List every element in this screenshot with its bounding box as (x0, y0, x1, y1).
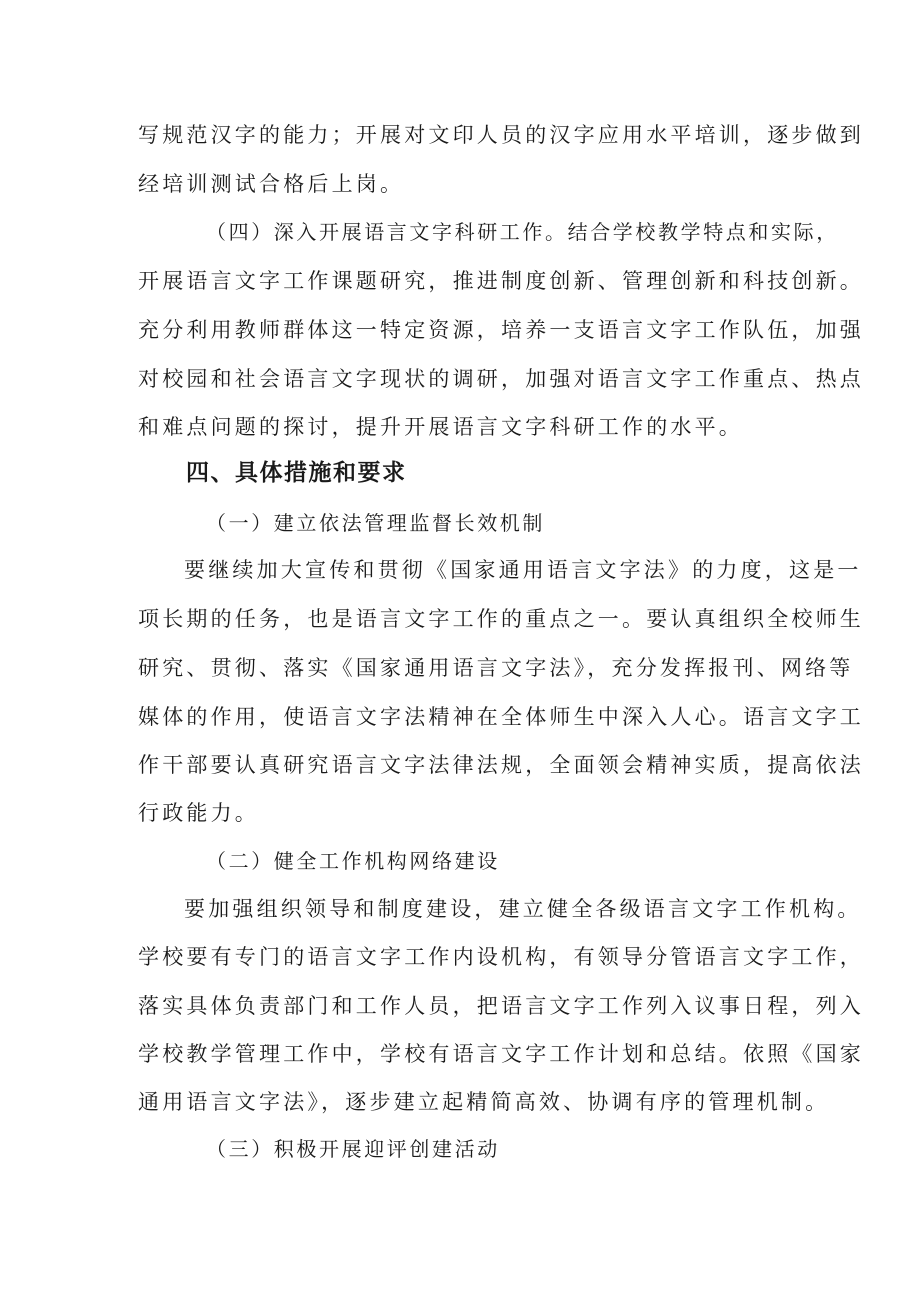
paragraph-line: 要继续加大宣传和贯彻《国家通用语言文字法》的力度，这是一 (184, 558, 862, 582)
paragraph-line: 学校要有专门的语言文字工作内设机构，有领导分管语言文字工作， (138, 945, 864, 969)
paragraph-line: 行政能力。 (138, 801, 259, 825)
paragraph-line: 和难点问题的探讨，提升开展语言文字科研工作的水平。 (138, 415, 743, 439)
section-heading: 四、具体措施和要求 (186, 460, 407, 486)
paragraph-line: 通用语言文字法》，逐步建立起精简高效、协调有序的管理机制。 (138, 1090, 830, 1114)
paragraph-line: 对校园和社会语言文字现状的调研，加强对语言文字工作重点、热点 (138, 367, 864, 391)
paragraph-line: 充分利用教师群体这一特定资源，培养一支语言文字工作队伍，加强 (138, 318, 864, 342)
paragraph-line: 研究、贯彻、落实《国家通用语言文字法》，充分发挥报刊、网络等 (138, 656, 854, 680)
subsection-heading-2: （二）健全工作机构网络建设 (206, 849, 500, 873)
paragraph-line: 媒体的作用，使语言文字法精神在全体师生中深入人心。语言文字工 (138, 705, 864, 729)
subsection-heading-1: （一）建立依法管理监督长效机制 (206, 511, 545, 535)
paragraph-line: 项长期的任务，也是语言文字工作的重点之一。要认真组织全校师生 (138, 607, 864, 631)
paragraph-line: 作干部要认真研究语言文字法律法规，全面领会精神实质，提高依法 (138, 753, 864, 777)
paragraph-line: 经培训测试合格后上岗。 (138, 172, 405, 196)
subsection-heading-3: （三）积极开展迎评创建活动 (206, 1137, 500, 1161)
paragraph-line: 要加强组织领导和制度建设，建立健全各级语言文字工作机构。 (184, 897, 862, 921)
subsection-heading-4: （四）深入开展语言文字科研工作。结合学校教学特点和实际， (206, 220, 839, 244)
paragraph-line: 开展语言文字工作课题研究，推进制度创新、管理创新和科技创新。 (138, 269, 864, 293)
paragraph-line: 落实具体负责部门和工作人员，把语言文字工作列入议事日程，列入 (138, 994, 864, 1018)
paragraph-line: 写规范汉字的能力；开展对文印人员的汉字应用水平培训，逐步做到 (138, 123, 864, 147)
paragraph-line: 学校教学管理工作中，学校有语言文字工作计划和总结。依照《国家 (138, 1042, 864, 1066)
